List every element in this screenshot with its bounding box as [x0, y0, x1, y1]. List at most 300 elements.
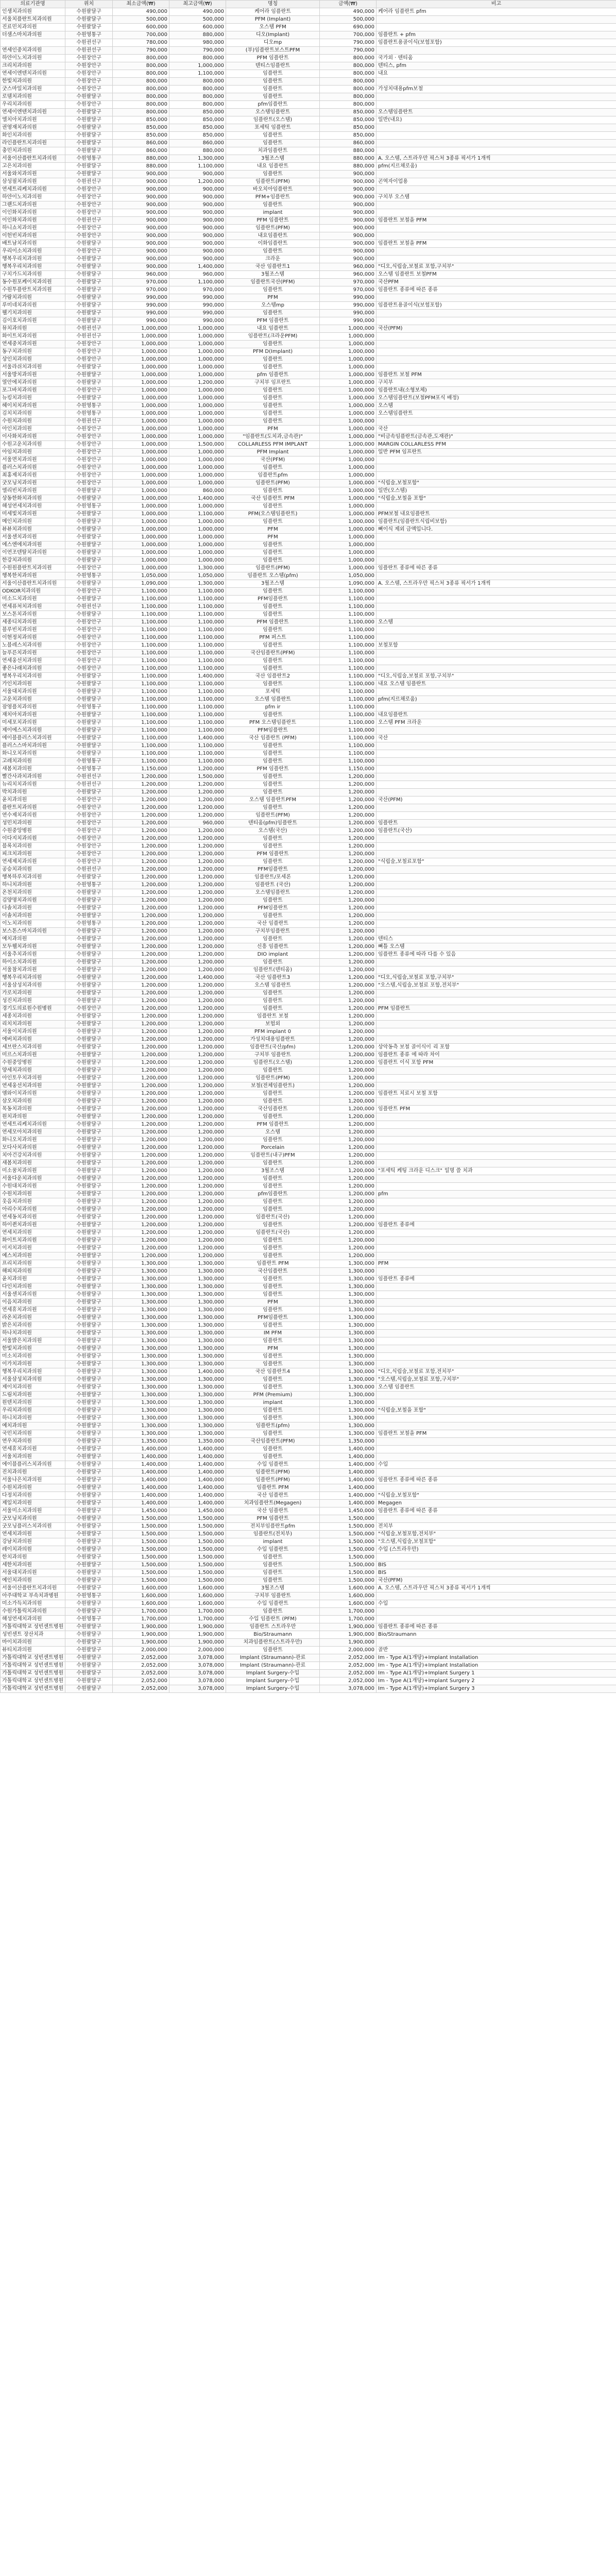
- price-cell: 800,000: [320, 101, 377, 109]
- min-price-cell: 1,100,000: [113, 711, 169, 719]
- table-row: [1, 1577, 616, 1585]
- hospital-cell: 가톨릭대학교 성빈센트병원: [1, 1685, 65, 1693]
- table-row: [1, 951, 616, 959]
- price-cell: 1,500,000: [320, 1554, 377, 1562]
- note-cell: [377, 1446, 616, 1453]
- table-row: [1, 356, 616, 364]
- note-cell: [377, 1345, 616, 1353]
- price-cell: 800,000: [320, 86, 377, 93]
- hospital-cell: 이인화치과의원: [1, 217, 65, 225]
- item-name-cell: PFM: [226, 1345, 320, 1353]
- price-cell: 1,300,000: [320, 1368, 377, 1376]
- table-row: [1, 1021, 616, 1028]
- note-cell: [377, 1453, 616, 1461]
- min-price-cell: 1,300,000: [113, 1337, 169, 1345]
- price-cell: 2,052,000: [320, 1677, 377, 1685]
- item-name-cell: 국산 임플란트 (PFM): [226, 735, 320, 742]
- max-price-cell: 800,000: [169, 55, 226, 62]
- max-price-cell: 1,600,000: [169, 1585, 226, 1592]
- price-cell: 1,200,000: [320, 1144, 377, 1152]
- min-price-cell: 1,350,000: [113, 1438, 169, 1446]
- price-cell: 1,600,000: [320, 1585, 377, 1592]
- min-price-cell: 900,000: [113, 225, 169, 232]
- max-price-cell: 1,500,000: [169, 1546, 226, 1554]
- note-cell: [377, 766, 616, 773]
- max-price-cell: 1,200,000: [169, 1005, 226, 1013]
- table-row: [1, 116, 616, 124]
- item-name-cell: 구치부 임플란트: [226, 1592, 320, 1600]
- location-cell: 수원팔달구: [65, 889, 113, 897]
- min-price-cell: 960,000: [113, 271, 169, 279]
- hospital-cell: 웰기치과의원: [1, 310, 65, 317]
- min-price-cell: 1,200,000: [113, 882, 169, 889]
- min-price-cell: 1,400,000: [113, 1461, 169, 1469]
- location-cell: 수원팔달구: [65, 1337, 113, 1345]
- hospital-cell: 에스엔에치과의원: [1, 541, 65, 549]
- location-cell: 수원장안구: [65, 835, 113, 843]
- item-name-cell: 임플란트: [226, 897, 320, 905]
- location-cell: 수원팔달구: [65, 1167, 113, 1175]
- max-price-cell: 1,200,000: [169, 897, 226, 905]
- price-cell: 1,300,000: [320, 1337, 377, 1345]
- max-price-cell: 1,200,000: [169, 804, 226, 812]
- min-price-cell: 1,200,000: [113, 1183, 169, 1191]
- note-cell: [377, 1214, 616, 1222]
- table-row: [1, 1407, 616, 1415]
- item-name-cell: Implant Surgery-수입: [226, 1685, 320, 1693]
- hospital-cell: 동수원포케이치과의원: [1, 279, 65, 286]
- table-row: [1, 1144, 616, 1152]
- max-price-cell: 1,500,000: [169, 1569, 226, 1577]
- location-cell: 수원팔달구: [65, 1623, 113, 1631]
- max-price-cell: 500,000: [169, 16, 226, 24]
- hospital-cell: [1, 39, 65, 47]
- note-cell: pfm(지르채로움): [377, 696, 616, 704]
- price-cell: 1,200,000: [320, 1005, 377, 1013]
- location-cell: 수원팔달구: [65, 673, 113, 681]
- note-fragment: 리 포함: [433, 1044, 450, 1050]
- item-name-cell: 신흥 임플란트: [226, 943, 320, 951]
- note-cell: 일반(내요): [377, 116, 616, 124]
- max-price-cell: 1,000,000: [169, 387, 226, 395]
- col-header-min-price: 최소금액(₩): [113, 1, 169, 8]
- item-name-cell: 임플란트: [226, 789, 320, 796]
- hospital-cell: 김이호치과의원: [1, 317, 65, 325]
- max-price-cell: 1,300,000: [169, 1399, 226, 1407]
- price-cell: 1,100,000: [320, 665, 377, 673]
- min-price-cell: 800,000: [113, 62, 169, 70]
- price-cell: 1,200,000: [320, 1129, 377, 1137]
- price-cell: 1,300,000: [320, 1345, 377, 1353]
- note-cell: [377, 1229, 616, 1237]
- price-cell: 1,200,000: [320, 1191, 377, 1198]
- max-price-cell: 1,400,000: [169, 1446, 226, 1453]
- note-cell: [377, 688, 616, 696]
- table-row: [1, 402, 616, 410]
- location-cell: 수원팔달구: [65, 1461, 113, 1469]
- hospital-cell: 가톨릭대학교 성빈센트병원: [1, 1654, 65, 1662]
- hospital-cell: 미소가득치과의원: [1, 1600, 65, 1608]
- price-cell: 1,200,000: [320, 882, 377, 889]
- item-name-cell: 임플란트: [226, 1554, 320, 1562]
- max-price-cell: 1,400,000: [169, 735, 226, 742]
- note-cell: PFM보철 내요임플란트: [377, 511, 616, 518]
- hospital-cell: 이다지치과의원: [1, 835, 65, 843]
- location-cell: 수원권선구: [65, 418, 113, 426]
- note-cell: [377, 843, 616, 851]
- min-price-cell: 1,500,000: [113, 1538, 169, 1546]
- note-cell: [377, 773, 616, 781]
- item-name-cell: 임플란트: [226, 1283, 320, 1291]
- max-price-cell: 1,200,000: [169, 827, 226, 835]
- location-cell: 수원팔달구: [65, 124, 113, 132]
- table-row: [1, 1252, 616, 1260]
- location-cell: 수원팔달구: [65, 1368, 113, 1376]
- price-cell: 1,200,000: [320, 912, 377, 920]
- location-cell: 수원팔달구: [65, 526, 113, 534]
- location-cell: 수원팔달구: [65, 1422, 113, 1430]
- max-price-cell: 3,078,000: [169, 1654, 226, 1662]
- table-row: [1, 1523, 616, 1531]
- min-price-cell: 1,200,000: [113, 1137, 169, 1144]
- hospital-cell: 리치치과의원: [1, 1021, 65, 1028]
- hospital-cell: 다정치과의원: [1, 1492, 65, 1500]
- min-price-cell: 900,000: [113, 194, 169, 201]
- price-cell: 1,000,000: [320, 495, 377, 503]
- item-name-cell: pfm임플란트: [226, 101, 320, 109]
- price-cell: 1,200,000: [320, 897, 377, 905]
- table-row: [1, 1345, 616, 1353]
- note-cell: [377, 1237, 616, 1245]
- item-name-cell: 임플란트: [226, 1237, 320, 1245]
- price-cell: 1,000,000: [320, 487, 377, 495]
- location-cell: 수원팔달구: [65, 1183, 113, 1191]
- price-cell: 1,200,000: [320, 820, 377, 827]
- price-cell: 1,300,000: [320, 1260, 377, 1268]
- item-name-cell: 치과임플란트(스트라우만): [226, 1639, 320, 1647]
- table-row: [1, 62, 616, 70]
- item-name-cell: Implant (Straumann)-관료: [226, 1662, 320, 1670]
- table-row: [1, 557, 616, 565]
- hospital-cell: 서울밝은치과의원: [1, 1337, 65, 1345]
- max-price-cell: 1,000,000: [169, 526, 226, 534]
- table-row: [1, 163, 616, 171]
- hospital-cell: 굿모닝플러스치과의원: [1, 1523, 65, 1531]
- note-cell: 내요: [377, 70, 616, 78]
- max-price-cell: 1,400,000: [169, 974, 226, 982]
- table-row: [1, 812, 616, 820]
- max-price-cell: 1,900,000: [169, 1631, 226, 1639]
- note-cell: "디오,식립술,보철료 포함,구치부": [377, 263, 616, 271]
- hospital-cell: 행복한치과의원: [1, 572, 65, 580]
- table-row: [1, 1129, 616, 1137]
- table-row: [1, 317, 616, 325]
- min-price-cell: 1,300,000: [113, 1376, 169, 1384]
- price-cell: 1,200,000: [320, 1059, 377, 1067]
- max-price-cell: 1,200,000: [169, 959, 226, 967]
- max-price-cell: 1,200,000: [169, 882, 226, 889]
- table-row: [1, 1268, 616, 1276]
- max-price-cell: 1,400,000: [169, 1453, 226, 1461]
- max-price-cell: 1,200,000: [169, 1214, 226, 1222]
- table-row: [1, 1276, 616, 1283]
- note-cell: 구치부 오스템: [377, 194, 616, 201]
- location-cell: 수원팔달구: [65, 171, 113, 178]
- table-row: [1, 565, 616, 572]
- max-price-cell: 1,350,000: [169, 1438, 226, 1446]
- hospital-cell: 라온치과의원: [1, 1314, 65, 1322]
- price-cell: 1,090,000: [320, 580, 377, 588]
- item-name-cell: 임플란트: [226, 364, 320, 371]
- table-row: [1, 1330, 616, 1337]
- note-cell: [377, 1639, 616, 1647]
- min-price-cell: 900,000: [113, 232, 169, 240]
- price-cell: 1,200,000: [320, 1237, 377, 1245]
- price-cell: 1,300,000: [320, 1314, 377, 1322]
- hospital-cell: 수원원플란트치과의원: [1, 565, 65, 572]
- table-row: [1, 1507, 616, 1515]
- min-price-cell: 900,000: [113, 178, 169, 186]
- hospital-cell: 열안에치과의원: [1, 379, 65, 387]
- hospital-cell: 한빛치과의원: [1, 78, 65, 86]
- item-name-cell: 국산 임플란트1: [226, 263, 320, 271]
- max-price-cell: 900,000: [169, 256, 226, 263]
- item-name-cell: 임플란트: [226, 557, 320, 565]
- note-cell: 임플란트(임플란트식립비보함): [377, 518, 616, 526]
- location-cell: 수원팔달구: [65, 1160, 113, 1167]
- table-row: [1, 1090, 616, 1098]
- table-row: [1, 820, 616, 827]
- max-price-cell: 1,300,000: [169, 1276, 226, 1283]
- hospital-cell: 가톨릭대학교 성빈센트병원: [1, 1623, 65, 1631]
- table-row: [1, 379, 616, 387]
- note-cell: 오스템: [377, 619, 616, 626]
- max-price-cell: 1,100,000: [169, 279, 226, 286]
- min-price-cell: 1,200,000: [113, 1090, 169, 1098]
- note-cell: [377, 634, 616, 642]
- min-price-cell: 790,000: [113, 47, 169, 55]
- min-price-cell: 1,200,000: [113, 1175, 169, 1183]
- location-cell: 수원팔달구: [65, 936, 113, 943]
- max-price-cell: 3,078,000: [169, 1677, 226, 1685]
- min-price-cell: 1,200,000: [113, 1028, 169, 1036]
- price-cell: 1,500,000: [320, 1562, 377, 1569]
- hospital-cell: 연세트리케치과의원: [1, 186, 65, 194]
- table-row: [1, 1229, 616, 1237]
- price-cell: 1,000,000: [320, 356, 377, 364]
- min-price-cell: 850,000: [113, 116, 169, 124]
- max-price-cell: 1,000,000: [169, 449, 226, 456]
- hospital-cell: 로뎀치과의원: [1, 93, 65, 101]
- max-price-cell: 1,200,000: [169, 951, 226, 959]
- min-price-cell: 1,200,000: [113, 951, 169, 959]
- price-cell: 800,000: [320, 78, 377, 86]
- item-name-cell: PFM(오스템임플란트): [226, 511, 320, 518]
- note-cell: 임플란트 종류에: [377, 1276, 616, 1283]
- item-name-cell: 임플란트/포세론: [226, 874, 320, 882]
- table-row: [1, 1538, 616, 1546]
- location-cell: 수원팔달구: [65, 1554, 113, 1562]
- table-row: [1, 16, 616, 24]
- hospital-cell: 서울와치과의원: [1, 171, 65, 178]
- price-cell: 490,000: [320, 8, 377, 16]
- price-cell: 1,200,000: [320, 1152, 377, 1160]
- location-cell: 수원팔달구: [65, 897, 113, 905]
- min-price-cell: 1,500,000: [113, 1554, 169, 1562]
- item-name-cell: PFM implant 0: [226, 1028, 320, 1036]
- location-cell: 수원영통구: [65, 1616, 113, 1623]
- min-price-cell: 1,100,000: [113, 719, 169, 727]
- max-price-cell: 1,100,000: [169, 603, 226, 611]
- price-cell: 1,200,000: [320, 905, 377, 912]
- max-price-cell: 1,200,000: [169, 1183, 226, 1191]
- item-name-cell: implant: [226, 209, 320, 217]
- min-price-cell: 1,000,000: [113, 325, 169, 333]
- price-cell: 1,100,000: [320, 750, 377, 758]
- location-cell: 수원팔달구: [65, 1252, 113, 1260]
- item-name-cell: 임플란트: [226, 1183, 320, 1191]
- hospital-cell: 행복우리치과의원: [1, 263, 65, 271]
- price-cell: 1,200,000: [320, 1214, 377, 1222]
- price-cell: 1,100,000: [320, 634, 377, 642]
- item-name-cell: "임플란트(도치과,금속관)": [226, 433, 320, 441]
- location-cell: 수원팔달구: [65, 1492, 113, 1500]
- min-price-cell: 1,000,000: [113, 526, 169, 534]
- location-cell: 수원팔달구: [65, 1214, 113, 1222]
- hospital-cell: 하얀이노치과의원: [1, 55, 65, 62]
- location-cell: 수원팔달구: [65, 1685, 113, 1693]
- price-cell: 1,300,000: [320, 1330, 377, 1337]
- price-cell: 1,000,000: [320, 433, 377, 441]
- hospital-cell: 서울라쉬치과의원: [1, 364, 65, 371]
- max-price-cell: 1,200,000: [169, 1013, 226, 1021]
- location-cell: 수원권선구: [65, 603, 113, 611]
- min-price-cell: 1,300,000: [113, 1291, 169, 1299]
- min-price-cell: 1,300,000: [113, 1314, 169, 1322]
- note-cell: Megagen: [377, 1500, 616, 1507]
- price-cell: 1,200,000: [320, 812, 377, 820]
- hospital-cell: 마이치과의원: [1, 1639, 65, 1647]
- price-cell: 880,000: [320, 147, 377, 155]
- table-row: [1, 418, 616, 426]
- note-cell: 국산(PFM): [377, 1577, 616, 1585]
- hospital-cell: 연세휴치과의원: [1, 1307, 65, 1314]
- min-price-cell: 900,000: [113, 201, 169, 209]
- location-cell: 수원팔달구: [65, 1268, 113, 1276]
- table-row: [1, 1245, 616, 1252]
- price-cell: 1,100,000: [320, 673, 377, 681]
- min-price-cell: 1,600,000: [113, 1600, 169, 1608]
- note-cell: 보철포함: [377, 642, 616, 650]
- item-name-cell: 임플란트: [226, 70, 320, 78]
- max-price-cell: 1,300,000: [169, 1260, 226, 1268]
- location-cell: 수원팔달구: [65, 364, 113, 371]
- item-name-cell: 임플란트: [226, 959, 320, 967]
- hospital-cell: 진료민치과의원: [1, 24, 65, 31]
- header-row: [1, 1, 616, 8]
- location-cell: 수원팔달구: [65, 1198, 113, 1206]
- item-name-cell: PFM임플란트: [226, 905, 320, 912]
- table-row: [1, 735, 616, 742]
- hospital-cell: 빨간사과치과의원: [1, 773, 65, 781]
- min-price-cell: 900,000: [113, 186, 169, 194]
- table-row: [1, 1654, 616, 1662]
- location-cell: 수원팔달구: [65, 742, 113, 750]
- item-name-cell: 임플란트: [226, 843, 320, 851]
- price-cell: 1,200,000: [320, 1082, 377, 1090]
- max-price-cell: 900,000: [169, 209, 226, 217]
- location-cell: 수원팔달구: [65, 967, 113, 974]
- item-name-cell: 오스템 임플란트PFM: [226, 796, 320, 804]
- item-name-cell: 임플란트: [226, 1137, 320, 1144]
- price-cell: 1,700,000: [320, 1608, 377, 1616]
- min-price-cell: 780,000: [113, 39, 169, 47]
- min-price-cell: 1,200,000: [113, 1160, 169, 1167]
- max-price-cell: 1,100,000: [169, 642, 226, 650]
- price-cell: 1,100,000: [320, 588, 377, 596]
- price-cell: 1,200,000: [320, 1090, 377, 1098]
- price-cell: 1,200,000: [320, 1044, 377, 1052]
- price-cell: 900,000: [320, 217, 377, 225]
- hospital-cell: 세종디치과의원: [1, 619, 65, 626]
- max-price-cell: 880,000: [169, 147, 226, 155]
- min-price-cell: 1,100,000: [113, 642, 169, 650]
- price-cell: 2,052,000: [320, 1670, 377, 1677]
- max-price-cell: 1,000,000: [169, 557, 226, 565]
- max-price-cell: 1,200,000: [169, 178, 226, 186]
- price-cell: 880,000: [320, 163, 377, 171]
- hospital-cell: 굿모닝치과의원: [1, 1515, 65, 1523]
- min-price-cell: 1,500,000: [113, 1569, 169, 1577]
- table-row: [1, 1500, 616, 1507]
- price-cell: 1,100,000: [320, 696, 377, 704]
- table-row: [1, 851, 616, 858]
- max-price-cell: 800,000: [169, 101, 226, 109]
- note-cell: [377, 603, 616, 611]
- price-cell: 800,000: [320, 93, 377, 101]
- min-price-cell: 1,000,000: [113, 464, 169, 472]
- table-row: [1, 727, 616, 735]
- min-price-cell: 1,000,000: [113, 433, 169, 441]
- location-cell: 수원팔달구: [65, 1206, 113, 1214]
- item-name-cell: 오스템 PFM: [226, 24, 320, 31]
- item-name-cell: 임플란트: [226, 1291, 320, 1299]
- note-cell: 오스템 PFM 크라운: [377, 719, 616, 727]
- item-name-cell: 임플란트: [226, 387, 320, 395]
- max-price-cell: 1,300,000: [169, 1407, 226, 1415]
- hospital-cell: 해피치과의원: [1, 1268, 65, 1276]
- table-row: [1, 194, 616, 201]
- note-cell: [377, 588, 616, 596]
- note-cell: [377, 132, 616, 140]
- price-cell: 1,200,000: [320, 1183, 377, 1191]
- price-cell: 1,000,000: [320, 449, 377, 456]
- location-cell: 수원팔달구: [65, 1647, 113, 1654]
- min-price-cell: 1,200,000: [113, 897, 169, 905]
- hospital-cell: 원덴치과의원: [1, 1399, 65, 1407]
- table-row: [1, 1013, 616, 1021]
- price-cell: 1,200,000: [320, 789, 377, 796]
- hospital-cell: 연세중치과의원: [1, 341, 65, 348]
- price-cell: 860,000: [320, 140, 377, 147]
- table-row: [1, 1399, 616, 1407]
- item-name-cell: PFM+임플란트: [226, 194, 320, 201]
- min-price-cell: 1,200,000: [113, 997, 169, 1005]
- hospital-cell: 수원투플란트치과의원: [1, 286, 65, 294]
- max-price-cell: 1,300,000: [169, 1322, 226, 1330]
- table-row: [1, 1059, 616, 1067]
- note-cell: [377, 967, 616, 974]
